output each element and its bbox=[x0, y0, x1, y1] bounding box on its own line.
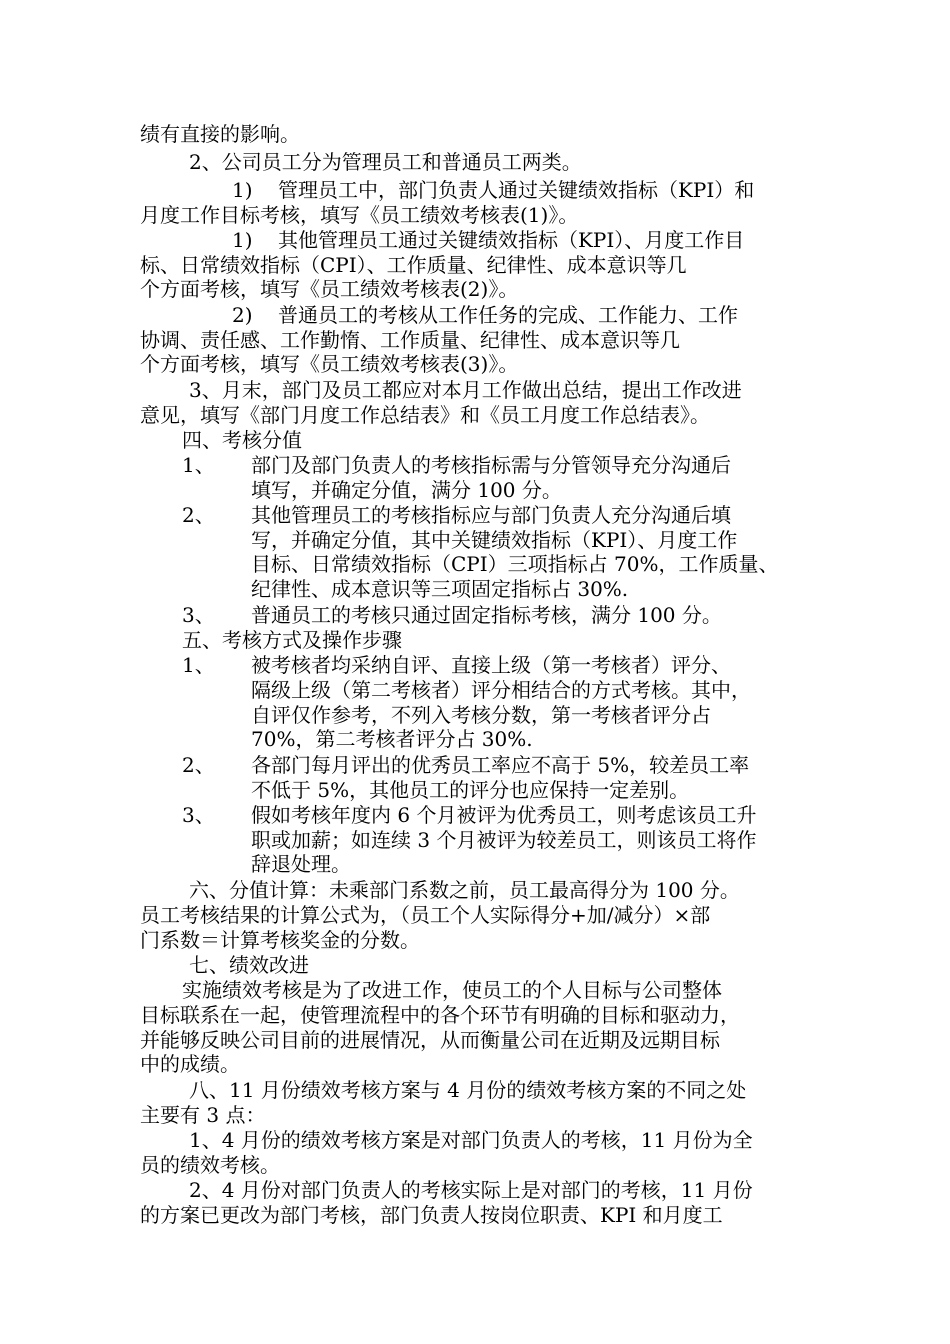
text-line: 绩有直接的影响。 bbox=[140, 122, 300, 146]
text-line: 目标联系在一起，使管理流程中的各个环节有明确的目标和驱动力， bbox=[140, 1003, 740, 1027]
list-item-line: 被考核者均采纳自评、直接上级（第一考核者）评分、 bbox=[251, 653, 731, 677]
list-item-line: 隔级上级（第二考核者）评分相结合的方式考核。其中， bbox=[251, 678, 751, 702]
list-item-line: 70%，第二考核者评分占 30%. bbox=[251, 727, 533, 751]
text-line: 并能够反映公司目前的进展情况，从而衡量公司在近期及远期目标 bbox=[140, 1028, 720, 1052]
text-line: 1) 管理员工中，部门负责人通过关键绩效指标（KPI）和 bbox=[232, 178, 755, 202]
text-line: 协调、责任感、工作勤惰、工作质量、纪律性、成本意识等几 bbox=[140, 328, 680, 352]
text-line: 的方案已更改为部门考核，部门负责人按岗位职责、KPI 和月度工 bbox=[140, 1203, 723, 1227]
list-item-line: 填写，并确定分值，满分 100 分。 bbox=[251, 478, 562, 502]
list-number: 1、 bbox=[182, 453, 215, 477]
list-number: 3、 bbox=[182, 603, 215, 627]
list-item-line: 纪律性、成本意识等三项固定指标占 30%. bbox=[251, 577, 629, 601]
list-item-line: 自评仅作参考，不列入考核分数，第一考核者评分占 bbox=[251, 703, 711, 727]
list-number: 3、 bbox=[182, 803, 215, 827]
text-line: 2、公司员工分为管理员工和普通员工两类。 bbox=[189, 150, 582, 174]
list-item-line: 假如考核年度内 6 个月被评为优秀员工，则考虑该员工升 bbox=[251, 803, 757, 827]
list-item-line: 部门及部门负责人的考核指标需与分管领导充分沟通后 bbox=[251, 453, 731, 477]
list-item-line: 目标、日常绩效指标（CPI）三项指标占 70%，工作质量、 bbox=[251, 552, 779, 576]
list-item-line: 普通员工的考核只通过固定指标考核，满分 100 分。 bbox=[251, 603, 722, 627]
text-line: 个方面考核，填写《员工绩效考核表(2)》。 bbox=[140, 277, 519, 301]
text-line: 主要有 3 点： bbox=[140, 1103, 266, 1127]
text-line: 员的绩效考核。 bbox=[140, 1153, 280, 1177]
text-line: 标、日常绩效指标（CPI）、工作质量、纪律性、成本意识等几 bbox=[140, 253, 687, 277]
text-line: 六、分值计算：未乘部门系数之前，员工最高得分为 100 分。 bbox=[189, 878, 740, 902]
text-line: 月度工作目标考核，填写《员工绩效考核表(1)》。 bbox=[140, 203, 579, 227]
list-number: 2、 bbox=[182, 503, 215, 527]
list-number: 1、 bbox=[182, 653, 215, 677]
list-number: 2、 bbox=[182, 753, 215, 777]
section-heading: 四、考核分值 bbox=[182, 428, 302, 452]
list-item-line: 职或加薪；如连续 3 个月被评为较差员工，则该员工将作 bbox=[251, 828, 757, 852]
list-item-line: 辞退处理。 bbox=[251, 852, 351, 876]
section-heading: 七、绩效改进 bbox=[189, 953, 309, 977]
list-item-line: 各部门每月评出的优秀员工率应不高于 5%，较差员工率 bbox=[251, 753, 750, 777]
text-line: 门系数＝计算考核奖金的分数。 bbox=[140, 928, 420, 952]
text-line: 1) 其他管理员工通过关键绩效指标（KPI）、月度工作目 bbox=[232, 228, 745, 252]
text-line: 实施绩效考核是为了改进工作，使员工的个人目标与公司整体 bbox=[182, 978, 722, 1002]
text-line: 2、4 月份对部门负责人的考核实际上是对部门的考核，11 月份 bbox=[189, 1178, 753, 1202]
text-line: 员工考核结果的计算公式为，（员工个人实际得分+加/减分）×部 bbox=[140, 903, 711, 927]
list-item-line: 其他管理员工的考核指标应与部门负责人充分沟通后填 bbox=[251, 503, 731, 527]
list-item-line: 不低于 5%，其他员工的评分也应保持一定差别。 bbox=[251, 778, 690, 802]
text-line: 1、4 月份的绩效考核方案是对部门负责人的考核，11 月份为全 bbox=[189, 1128, 753, 1152]
text-line: 2) 普通员工的考核从工作任务的完成、工作能力、工作 bbox=[232, 303, 738, 327]
list-item-line: 写，并确定分值，其中关键绩效指标（KPI）、月度工作 bbox=[251, 528, 738, 552]
text-line: 中的成绩。 bbox=[140, 1052, 240, 1076]
text-line: 八、11 月份绩效考核方案与 4 月份的绩效考核方案的不同之处 bbox=[189, 1078, 747, 1102]
section-heading: 五、考核方式及操作步骤 bbox=[182, 628, 402, 652]
text-line: 个方面考核，填写《员工绩效考核表(3)》。 bbox=[140, 352, 519, 376]
text-line: 3、月末，部门及员工都应对本月工作做出总结，提出工作改进 bbox=[189, 378, 742, 402]
text-line: 意见，填写《部门月度工作总结表》和《员工月度工作总结表》。 bbox=[140, 403, 710, 427]
